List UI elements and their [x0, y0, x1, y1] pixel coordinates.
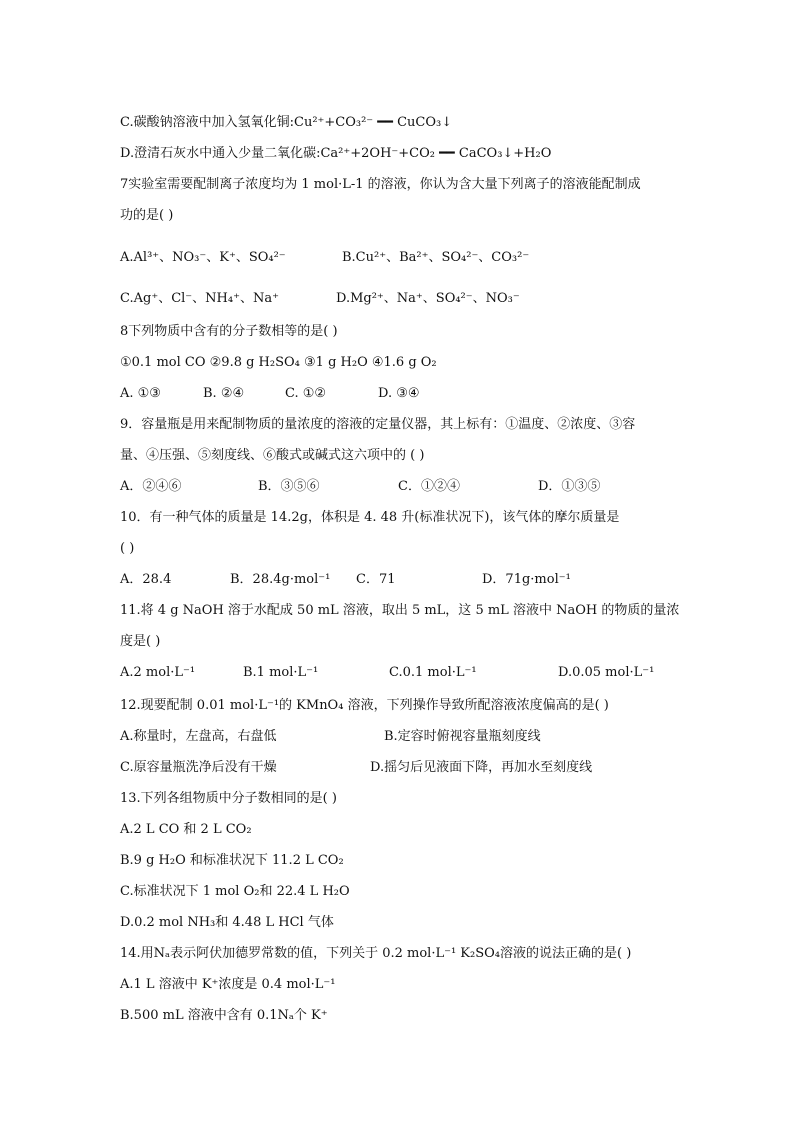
q11-option-a: A.2 mol·L⁻¹: [120, 665, 196, 680]
q10-option-b: B．28.4g·mol⁻¹: [230, 572, 331, 587]
q8-items: ①0.1 mol CO ②9.8 g H₂SO₄ ③1 g H₂O ④1.6 g O₂: [120, 355, 437, 370]
q7-option-a: A.Al³⁺、NO₃⁻、K⁺、SO₄²⁻: [120, 250, 286, 265]
q8-option-d: D. ③④: [378, 386, 420, 401]
q9-option-a: A．②④⑥: [120, 479, 182, 494]
q11-option-d: D.0.05 mol·L⁻¹: [558, 665, 655, 680]
q14-option-b: B.500 mL 溶液中含有 0.1Nₐ个 K⁺: [120, 1008, 328, 1023]
q11-option-c: C.0.1 mol·L⁻¹: [389, 665, 477, 680]
q7-option-c: C.Ag⁺、Cl⁻、NH₄⁺、Na⁺: [120, 291, 279, 306]
q12-option-b: B.定容时俯视容量瓶刻度线: [384, 729, 541, 744]
q8-option-b: B. ②④: [203, 386, 245, 401]
q13-option-c: C.标准状况下 1 mol O₂和 22.4 L H₂O: [120, 884, 350, 899]
q8-option-c: C. ①②: [285, 386, 327, 401]
q8-stem: 8下列物质中含有的分子数相等的是( ): [120, 324, 338, 339]
q10-option-a: A．28.4: [120, 572, 172, 587]
q9-stem-line2: 量、④压强、⑤刻度线、⑥酸式或碱式这六项中的 ( ): [120, 448, 425, 463]
q12-option-c: C.原容量瓶洗净后没有干燥: [120, 760, 277, 775]
q7-option-d: D.Mg²⁺、Na⁺、SO₄²⁻、NO₃⁻: [336, 291, 520, 306]
q8-option-a: A. ①③: [120, 386, 161, 401]
q12-option-a: A.称量时，左盘高，右盘低: [120, 729, 277, 744]
q13-option-b: B.9 g H₂O 和标准状况下 11.2 L CO₂: [120, 853, 344, 868]
q7-stem-line1: 7实验室需要配制离子浓度均为 1 mol·L-1 的溶液，你认为含大量下列离子的溶液能配制成: [120, 177, 641, 192]
q10-stem-line2: ( ): [120, 541, 135, 556]
q11-option-b: B.1 mol·L⁻¹: [243, 665, 319, 680]
q9-option-b: B．③⑤⑥: [258, 479, 320, 494]
q6-option-d: D.澄清石灰水中通入少量二氧化碳:Ca²⁺+2OH⁻+CO₂ ━━ CaCO₃↓+H₂O: [120, 146, 552, 161]
q9-stem-line1: 9．容量瓶是用来配制物质的量浓度的溶液的定量仪器，其上标有：①温度、②浓度、③容: [120, 417, 636, 432]
q14-option-a: A.1 L 溶液中 K⁺浓度是 0.4 mol·L⁻¹: [120, 977, 336, 992]
q7-option-b: B.Cu²⁺、Ba²⁺、SO₄²⁻、CO₃²⁻: [342, 250, 530, 265]
q12-option-d: D.摇匀后见液面下降，再加水至刻度线: [370, 760, 593, 775]
q10-option-c: C．71: [356, 572, 396, 587]
q13-stem: 13.下列各组物质中分子数相同的是( ): [120, 791, 337, 806]
q9-option-c: C．①②④: [398, 479, 460, 494]
q14-stem: 14.用Nₐ表示阿伏加德罗常数的值，下列关于 0.2 mol·L⁻¹ K₂SO₄溶液的说法正确的是( ): [120, 946, 632, 961]
q11-stem-line1: 11.将 4 g NaOH 溶于水配成 50 mL 溶液，取出 5 mL，这 5 mL 溶液中 NaOH 的物质的量浓: [120, 603, 680, 618]
q7-stem-line2: 功的是( ): [120, 208, 174, 223]
q6-option-c: C.碳酸钠溶液中加入氢氧化铜:Cu²⁺+CO₃²⁻ ━━ CuCO₃↓: [120, 115, 453, 130]
q10-option-d: D．71g·mol⁻¹: [482, 572, 571, 587]
q10-stem-line1: 10．有一种气体的质量是 14.2g，体积是 4. 48 升(标准状况下)，该气体的摩尔质量是: [120, 510, 620, 525]
q9-option-d: D．①③⑤: [538, 479, 601, 494]
q11-stem-line2: 度是( ): [120, 634, 161, 649]
q12-stem: 12.现要配制 0.01 mol·L⁻¹的 KMnO₄ 溶液，下列操作导致所配溶液浓度偏高的是( ): [120, 698, 609, 713]
q13-option-a: A.2 L CO 和 2 L CO₂: [120, 822, 252, 837]
q13-option-d: D.0.2 mol NH₃和 4.48 L HCl 气体: [120, 915, 334, 930]
